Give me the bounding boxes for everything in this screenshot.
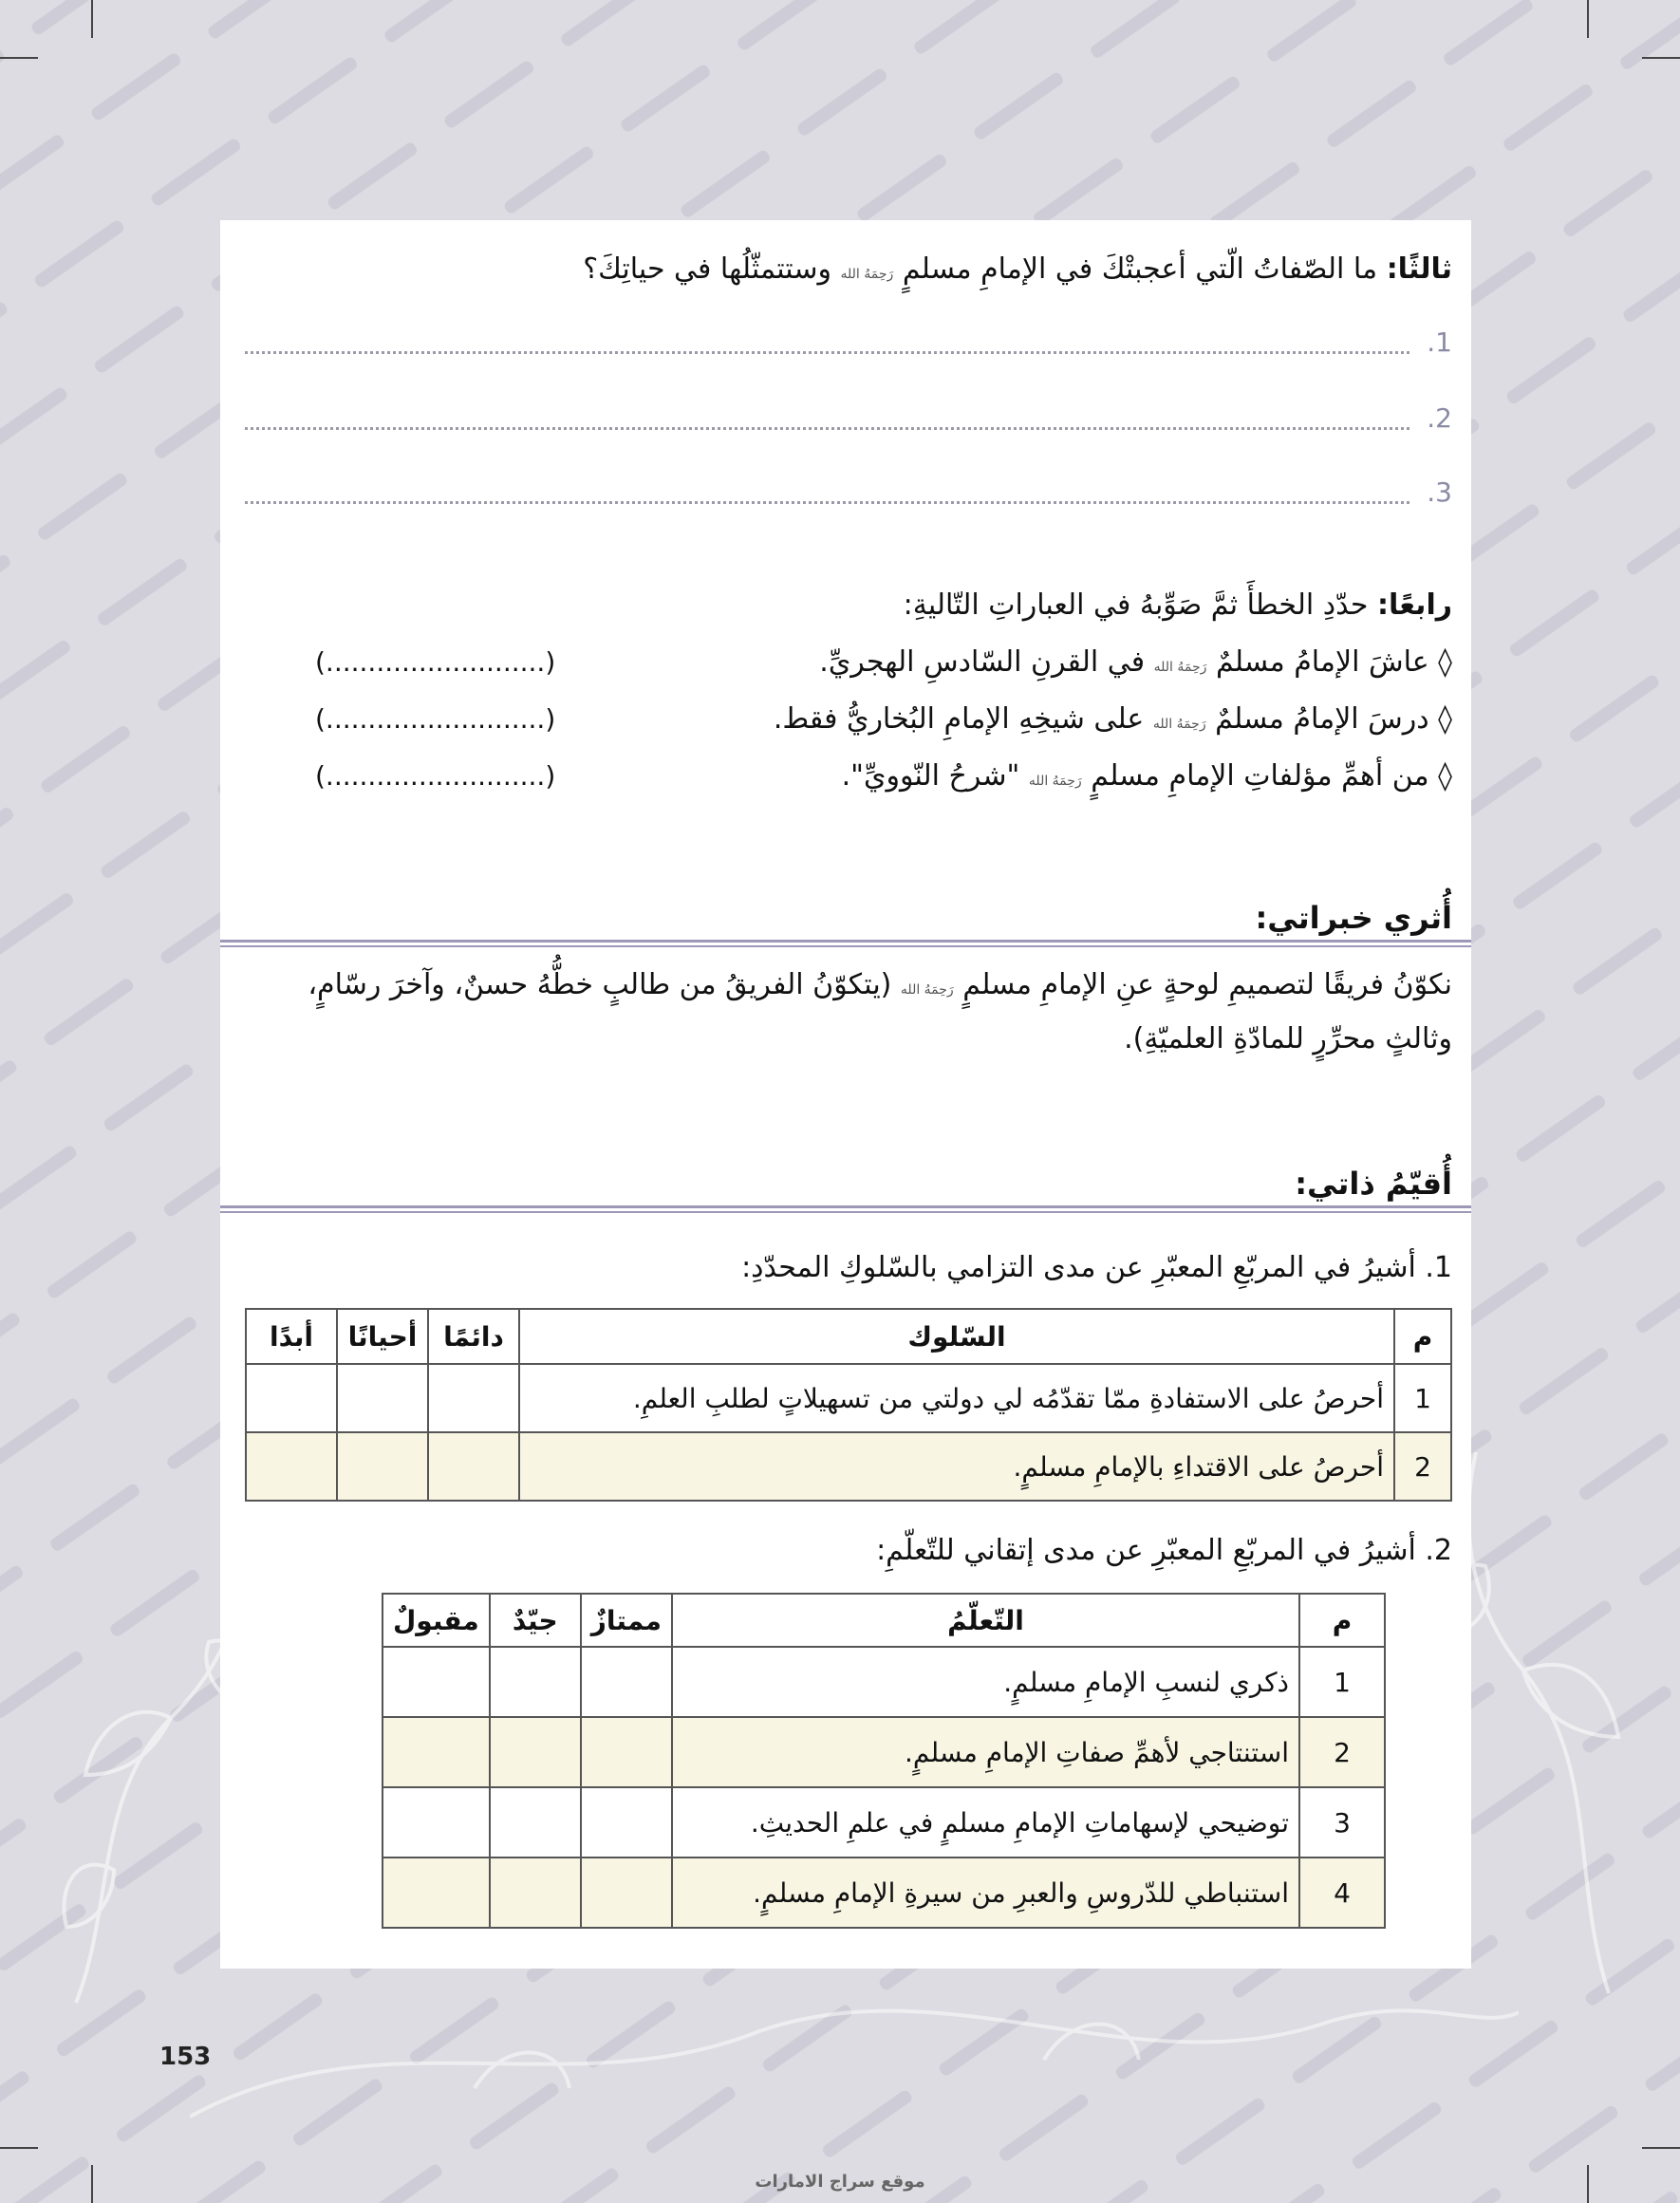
question-4 bbox=[904, 585, 1452, 626]
row-text: أحرصُ على الاقتداءِ بالإمامِ مسلمٍ. bbox=[519, 1432, 1394, 1501]
crop-mark bbox=[1642, 57, 1680, 59]
checkbox-cell[interactable] bbox=[581, 1858, 672, 1928]
table-header: التّعلّمُ bbox=[672, 1594, 1299, 1647]
checkbox-cell[interactable] bbox=[490, 1717, 581, 1787]
enrich-title: أُثري خبراتي: bbox=[1255, 900, 1452, 936]
crop-mark bbox=[0, 2147, 38, 2149]
table-header: مقبولٌ bbox=[383, 1594, 490, 1647]
honorific: رَحِمَهُ الله bbox=[900, 982, 954, 998]
crop-mark bbox=[1587, 0, 1589, 38]
statement-text: في القرنِ السّادسِ الهجريِّ. bbox=[819, 645, 1146, 679]
table-row bbox=[383, 1647, 1385, 1717]
checkbox-cell[interactable] bbox=[337, 1432, 428, 1501]
checkbox-cell[interactable] bbox=[383, 1787, 490, 1858]
enrich-text: نكوّنُ فريقًا لتصميمِ لوحةٍ عنِ الإمامِ مسلمٍ bbox=[962, 968, 1452, 1001]
floral-decoration-bottom bbox=[190, 1974, 1519, 2126]
crop-mark bbox=[91, 0, 93, 38]
statement bbox=[842, 756, 1452, 802]
learning-table bbox=[382, 1593, 1386, 1929]
checkbox-cell[interactable] bbox=[490, 1858, 581, 1928]
checkbox-cell[interactable] bbox=[581, 1717, 672, 1787]
question-3-tail: وستتمثّلُها في حياتِكَ؟ bbox=[583, 252, 831, 286]
self-eval-q1: 1. أشيرُ في المربّعِ المعبّرِ عن مدى التزامي بالسّلوكِ المحدّدِ: bbox=[741, 1251, 1452, 1284]
checkbox-cell[interactable] bbox=[383, 1717, 490, 1787]
question-3-label: ثالثًا: bbox=[1386, 252, 1452, 286]
row-number: 1 bbox=[1394, 1364, 1451, 1432]
honorific: رَحِمَهُ الله bbox=[1028, 774, 1082, 789]
row-number: 3 bbox=[1299, 1787, 1385, 1858]
checkbox-cell[interactable] bbox=[383, 1858, 490, 1928]
table-row bbox=[383, 1717, 1385, 1787]
checkbox-cell[interactable] bbox=[490, 1647, 581, 1717]
table-row bbox=[383, 1858, 1385, 1928]
crop-mark bbox=[1642, 2147, 1680, 2149]
checkbox-cell[interactable] bbox=[428, 1432, 519, 1501]
behavior-table bbox=[245, 1308, 1452, 1502]
checkbox-cell[interactable] bbox=[428, 1364, 519, 1432]
answer-blank[interactable]: (..........................) bbox=[315, 760, 556, 792]
page-number: 153 bbox=[159, 2043, 212, 2071]
checkbox-cell[interactable] bbox=[246, 1364, 337, 1432]
statement-text: ◊ من أهمِّ مؤلفاتِ الإمامِ مسلمٍ bbox=[1091, 759, 1452, 793]
honorific: رَحِمَهُ الله bbox=[1152, 717, 1206, 732]
table-header: م bbox=[1394, 1309, 1451, 1364]
section-rule bbox=[220, 940, 1471, 947]
answer-line[interactable] bbox=[245, 501, 1409, 504]
table-row bbox=[246, 1432, 1451, 1501]
table-header: أبدًا bbox=[246, 1309, 337, 1364]
table-header: السّلوك bbox=[519, 1309, 1394, 1364]
statement bbox=[819, 642, 1452, 688]
answer-blank[interactable]: (..........................) bbox=[315, 646, 556, 678]
row-number: 2 bbox=[1394, 1432, 1451, 1501]
answer-line-number: 2. bbox=[1427, 402, 1452, 434]
row-number: 1 bbox=[1299, 1647, 1385, 1717]
table-header: جيّدٌ bbox=[490, 1594, 581, 1647]
row-text: استنتاجي لأهمِّ صفاتِ الإمامِ مسلمٍ. bbox=[672, 1717, 1299, 1787]
answer-blank[interactable]: (..........................) bbox=[315, 703, 556, 735]
question-4-label: رابعًا: bbox=[1376, 588, 1452, 622]
checkbox-cell[interactable] bbox=[246, 1432, 337, 1501]
enrich-paragraph bbox=[232, 961, 1452, 1064]
statement-text: ◊ عاشَ الإمامُ مسلمٌ bbox=[1215, 645, 1452, 679]
table-row bbox=[383, 1787, 1385, 1858]
statement-text: على شيخِهِ الإمامِ البُخاريُّ فقط. bbox=[773, 702, 1145, 736]
crop-mark bbox=[0, 57, 38, 59]
checkbox-cell[interactable] bbox=[581, 1647, 672, 1717]
answer-line[interactable] bbox=[245, 351, 1409, 354]
table-row bbox=[246, 1364, 1451, 1432]
row-number: 2 bbox=[1299, 1717, 1385, 1787]
checkbox-cell[interactable] bbox=[581, 1787, 672, 1858]
honorific: رَحِمَهُ الله bbox=[1153, 660, 1207, 675]
row-text: أحرصُ على الاستفادةِ ممّا تقدّمُه لي دولتي من تسهيلاتٍ لطلبِ العلمِ. bbox=[519, 1364, 1394, 1432]
row-number: 4 bbox=[1299, 1858, 1385, 1928]
statement-text: "شرحُ النّوويِّ". bbox=[841, 759, 1020, 793]
answer-line-number: 3. bbox=[1427, 476, 1452, 508]
enrich-line-1 bbox=[232, 961, 1452, 1015]
enrich-text: (يتكوّنُ الفريقُ من طالبٍ خطُّهُ حسنٌ، وآخرَ رسّامٍ، bbox=[308, 968, 892, 1001]
table-header: م bbox=[1299, 1594, 1385, 1647]
answer-line[interactable] bbox=[245, 427, 1409, 430]
checkbox-cell[interactable] bbox=[337, 1364, 428, 1432]
checkbox-cell[interactable] bbox=[490, 1787, 581, 1858]
footer-credit: موقع سراج الامارات bbox=[755, 2172, 925, 2192]
question-4-text: حدّدِ الخطأَ ثمَّ صَوِّبهُ في العباراتِ التّاليةِ: bbox=[903, 588, 1369, 622]
table-header: ممتازٌ bbox=[581, 1594, 672, 1647]
checkbox-cell[interactable] bbox=[383, 1647, 490, 1717]
content-panel bbox=[220, 220, 1471, 1969]
self-eval-q2: 2. أشيرُ في المربّعِ المعبّرِ عن مدى إتقاني للتّعلّمِ: bbox=[876, 1534, 1452, 1567]
section-rule bbox=[220, 1205, 1471, 1213]
self-eval-title: أُقيّمُ ذاتي: bbox=[1295, 1166, 1452, 1202]
question-3-text: ما الصّفاتُ الّتي أعجبتْكَ في الإمامِ مسلمٍ bbox=[902, 252, 1378, 286]
row-text: ذكري لنسبِ الإمامِ مسلمٍ. bbox=[672, 1647, 1299, 1717]
statement bbox=[774, 699, 1452, 745]
row-text: استنباطي للدّروسِ والعبرِ من سيرةِ الإمامِ مسلمٍ. bbox=[672, 1858, 1299, 1928]
enrich-line-2: وثالثٍ محرِّرٍ للمادّةِ العلميّةِ). bbox=[1124, 1022, 1452, 1055]
statement-text: ◊ درسَ الإمامُ مسلمٌ bbox=[1215, 702, 1452, 736]
honorific: رَحِمَهُ الله bbox=[840, 267, 894, 282]
table-header: أحيانًا bbox=[337, 1309, 428, 1364]
table-header: دائمًا bbox=[428, 1309, 519, 1364]
question-3 bbox=[583, 249, 1452, 295]
answer-line-number: 1. bbox=[1427, 327, 1452, 358]
row-text: توضيحي لإسهاماتِ الإمامِ مسلمٍ في علمِ الحديثِ. bbox=[672, 1787, 1299, 1858]
